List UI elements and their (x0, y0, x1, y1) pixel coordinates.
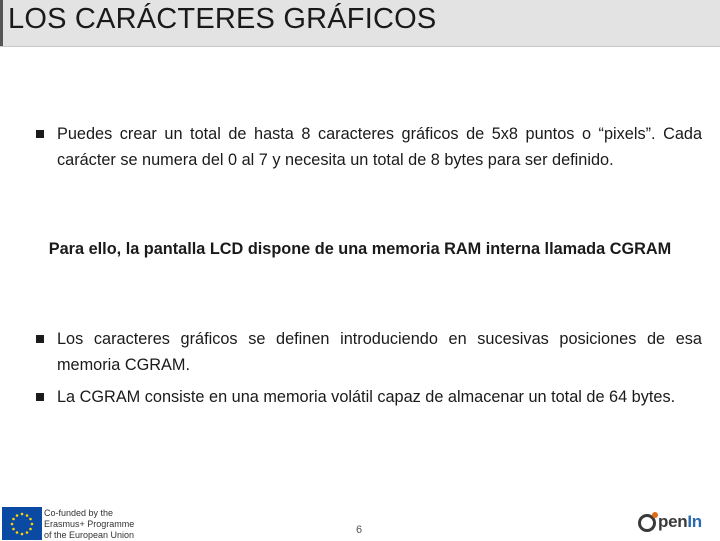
bullet-text: Puedes crear un total de hasta 8 caracteres gráficos de 5x8 puntos o “pixels”. Cada carácter se numera del 0 al 7 y necesita un total de 8 bytes para ser definido. (57, 125, 702, 169)
openin-wordmark (658, 512, 702, 532)
title-accent (0, 0, 3, 46)
bullet-item (36, 326, 702, 378)
bullet-square-icon (36, 335, 44, 343)
bullet-text: La CGRAM consiste en una memoria volátil capaz de almacenar un total de 64 bytes. (57, 388, 676, 406)
bullet-item (36, 384, 702, 410)
page-number: 6 (356, 524, 363, 536)
bullet-square-icon (36, 393, 44, 401)
page-title: LOS CARÁCTERES GRÁFICOS (8, 3, 437, 35)
bullet-text: Los caracteres gráficos se definen introduciendo en sucesivas posiciones de esa memoria CGRAM. (57, 330, 702, 374)
eu-funding-line: of the European Union (44, 530, 135, 540)
title-bar (0, 0, 720, 47)
openin-logo (638, 512, 710, 538)
eu-flag-icon (2, 507, 42, 540)
openin-open: pen (658, 512, 688, 531)
eu-funding-line: Erasmus+ Programme (44, 519, 135, 529)
bullet-square-icon (36, 130, 44, 138)
eu-funding-text (44, 508, 134, 541)
highlight-note: Para ello, la pantalla LCD dispone de una memoria RAM interna llamada CGRAM (48, 240, 672, 258)
bullet-item (36, 121, 702, 173)
openin-in: In (687, 512, 702, 531)
eu-funding-line: Co-funded by the (44, 508, 114, 518)
